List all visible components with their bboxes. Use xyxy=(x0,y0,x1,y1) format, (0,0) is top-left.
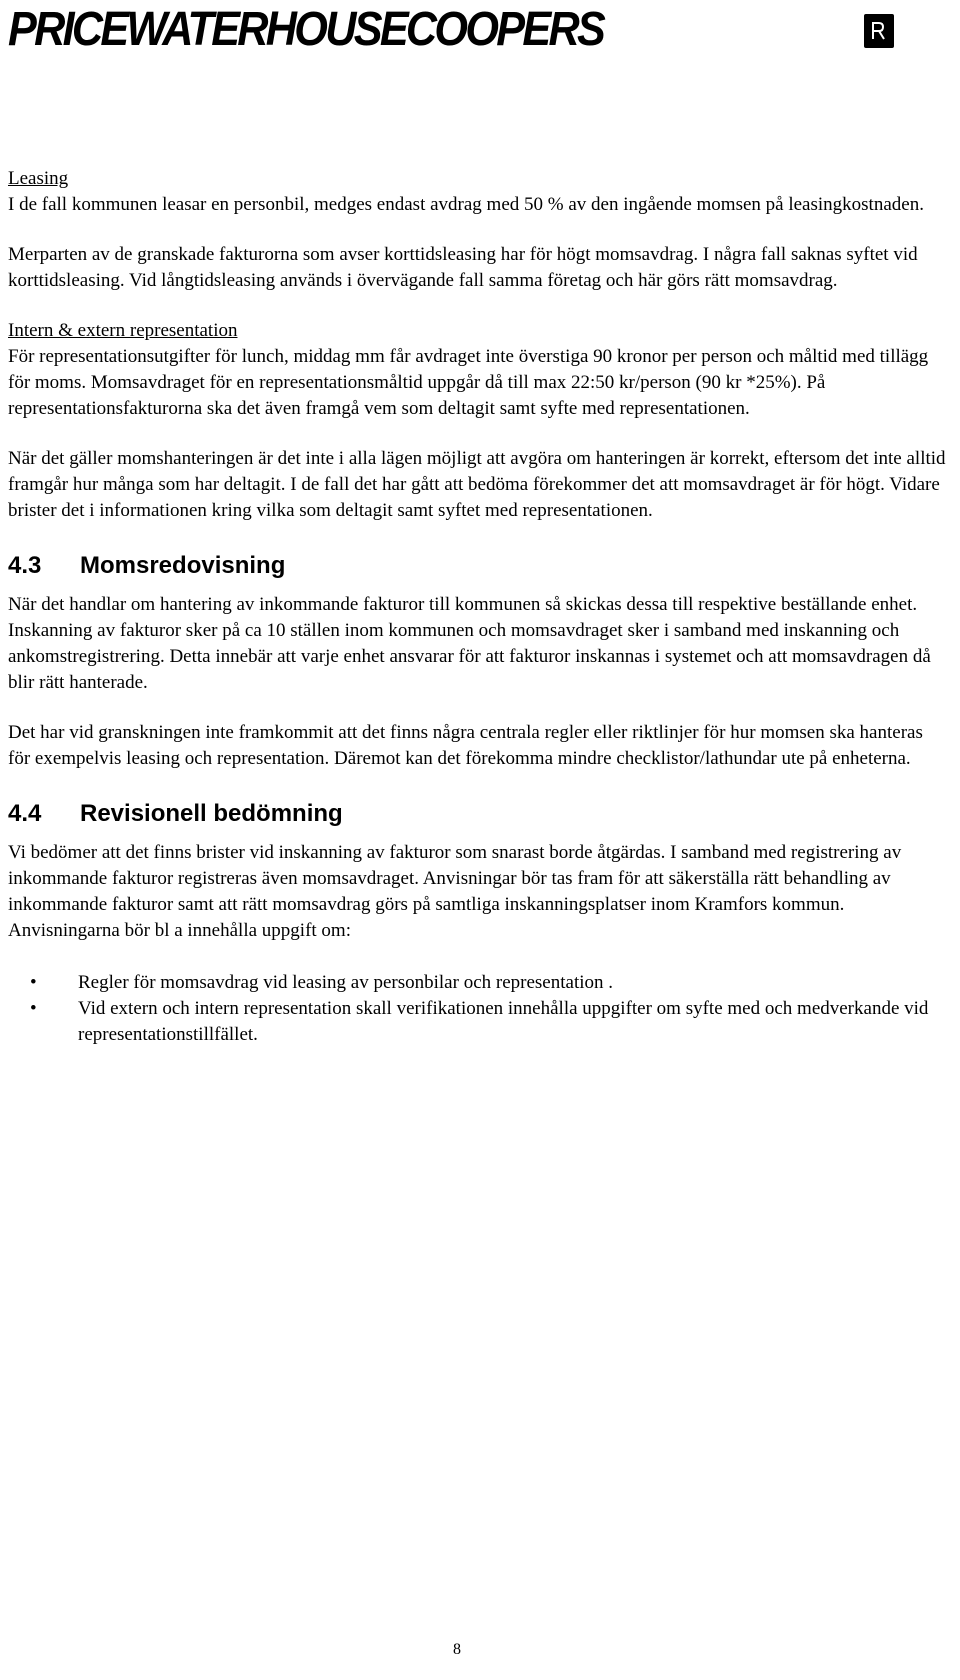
company-logo xyxy=(8,2,669,58)
bullet-icon: • xyxy=(30,972,37,993)
list-item xyxy=(8,970,948,996)
section-title: Revisionell bedömning xyxy=(80,800,343,827)
section-4-4-paragraph-1: Vi bedömer att det finns brister vid inskanning av fakturor som snarast borde åtgärdas. I samband med registrering av inkommande fakturor registreras även momsavdraget. Anvisningar bör tas fram för att säkerställa rätt behandling av inkommande fakturor samt att rätt momsavdrag görs på samtliga inskanningsplatser inom Kramfors kommun. Anvisningarna bör bl a innehålla uppgift om: xyxy=(8,842,902,941)
representation-paragraph-1: För representationsutgifter för lunch, middag mm får avdraget inte överstiga 90 kronor per person och måltid med tillägg för moms. Momsavdraget för en representationsmåltid uppgår då till max 22:50 kr/person (90 kr *25%). På representationsfakturorna ska det även framgå vem som deltagit samt syfte med representationen. xyxy=(8,346,929,419)
section-4-4-heading xyxy=(8,798,948,830)
logo-text: PRICEWATERHOUSECOOPERS xyxy=(8,3,604,56)
section-number: 4.4 xyxy=(8,800,42,827)
section-4-3-heading xyxy=(8,550,948,582)
section-title: Momsredovisning xyxy=(80,552,286,579)
bullet-icon: • xyxy=(30,998,37,1019)
leasing-paragraph-1: I de fall kommunen leasar en personbil, medges endast avdrag med 50 % av den ingående momsen på leasingkostnaden. xyxy=(8,194,924,215)
pwc-seal-icon xyxy=(864,14,894,48)
page-number: 8 xyxy=(453,1641,461,1658)
list-item xyxy=(8,996,948,1048)
list-item-text: Regler för momsavdrag vid leasing av personbilar och representation . xyxy=(78,972,613,993)
section-4-3-paragraph-1: När det handlar om hantering av inkommande fakturor till kommunen så skickas dessa till respektive beställande enhet. Inskanning av fakturor sker på ca 10 ställen inom kommunen och momsavdraget sker i samband med inskanning och ankomstregistrering. Detta innebär att varje enhet ansvarar för att fakturor inskannas i systemet och att momsavdragen då blir rätt hanterade. xyxy=(8,594,931,693)
representation-paragraph-2: När det gäller momshanteringen är det inte i alla lägen möjligt att avgöra om hanteringen är korrekt, eftersom det inte alltid framgår hur många som har deltagit. I de fall det har gått att bedöma förekommer det att momsavdraget är för högt. Vidare brister det i informationen kring vilka som deltagit samt syftet med representationen. xyxy=(8,448,946,521)
leasing-heading: Leasing xyxy=(8,168,69,189)
document-body xyxy=(8,166,948,1048)
representation-heading: Intern & extern representation xyxy=(8,320,238,341)
list-item-text: Vid extern och intern representation skall verifikationen innehålla uppgifter om syfte med och medverkande vid representationstillfället. xyxy=(78,998,929,1045)
recommendation-list xyxy=(8,970,948,1048)
section-4-3-paragraph-2: Det har vid granskningen inte framkommit att det finns några centrala regler eller riktlinjer för hur momsen ska hanteras för exempelvis leasing och representation. Däremot kan det förekomma mindre checklistor/lathundar ute på enheterna. xyxy=(8,722,923,769)
section-number: 4.3 xyxy=(8,552,42,579)
leasing-paragraph-2: Merparten av de granskade fakturorna som avser korttidsleasing har för högt momsavdrag. I några fall saknas syftet vid korttidsleasing. Vid långtidsleasing används i övervägande fall samma företag och här görs rätt momsavdrag. xyxy=(8,244,918,291)
